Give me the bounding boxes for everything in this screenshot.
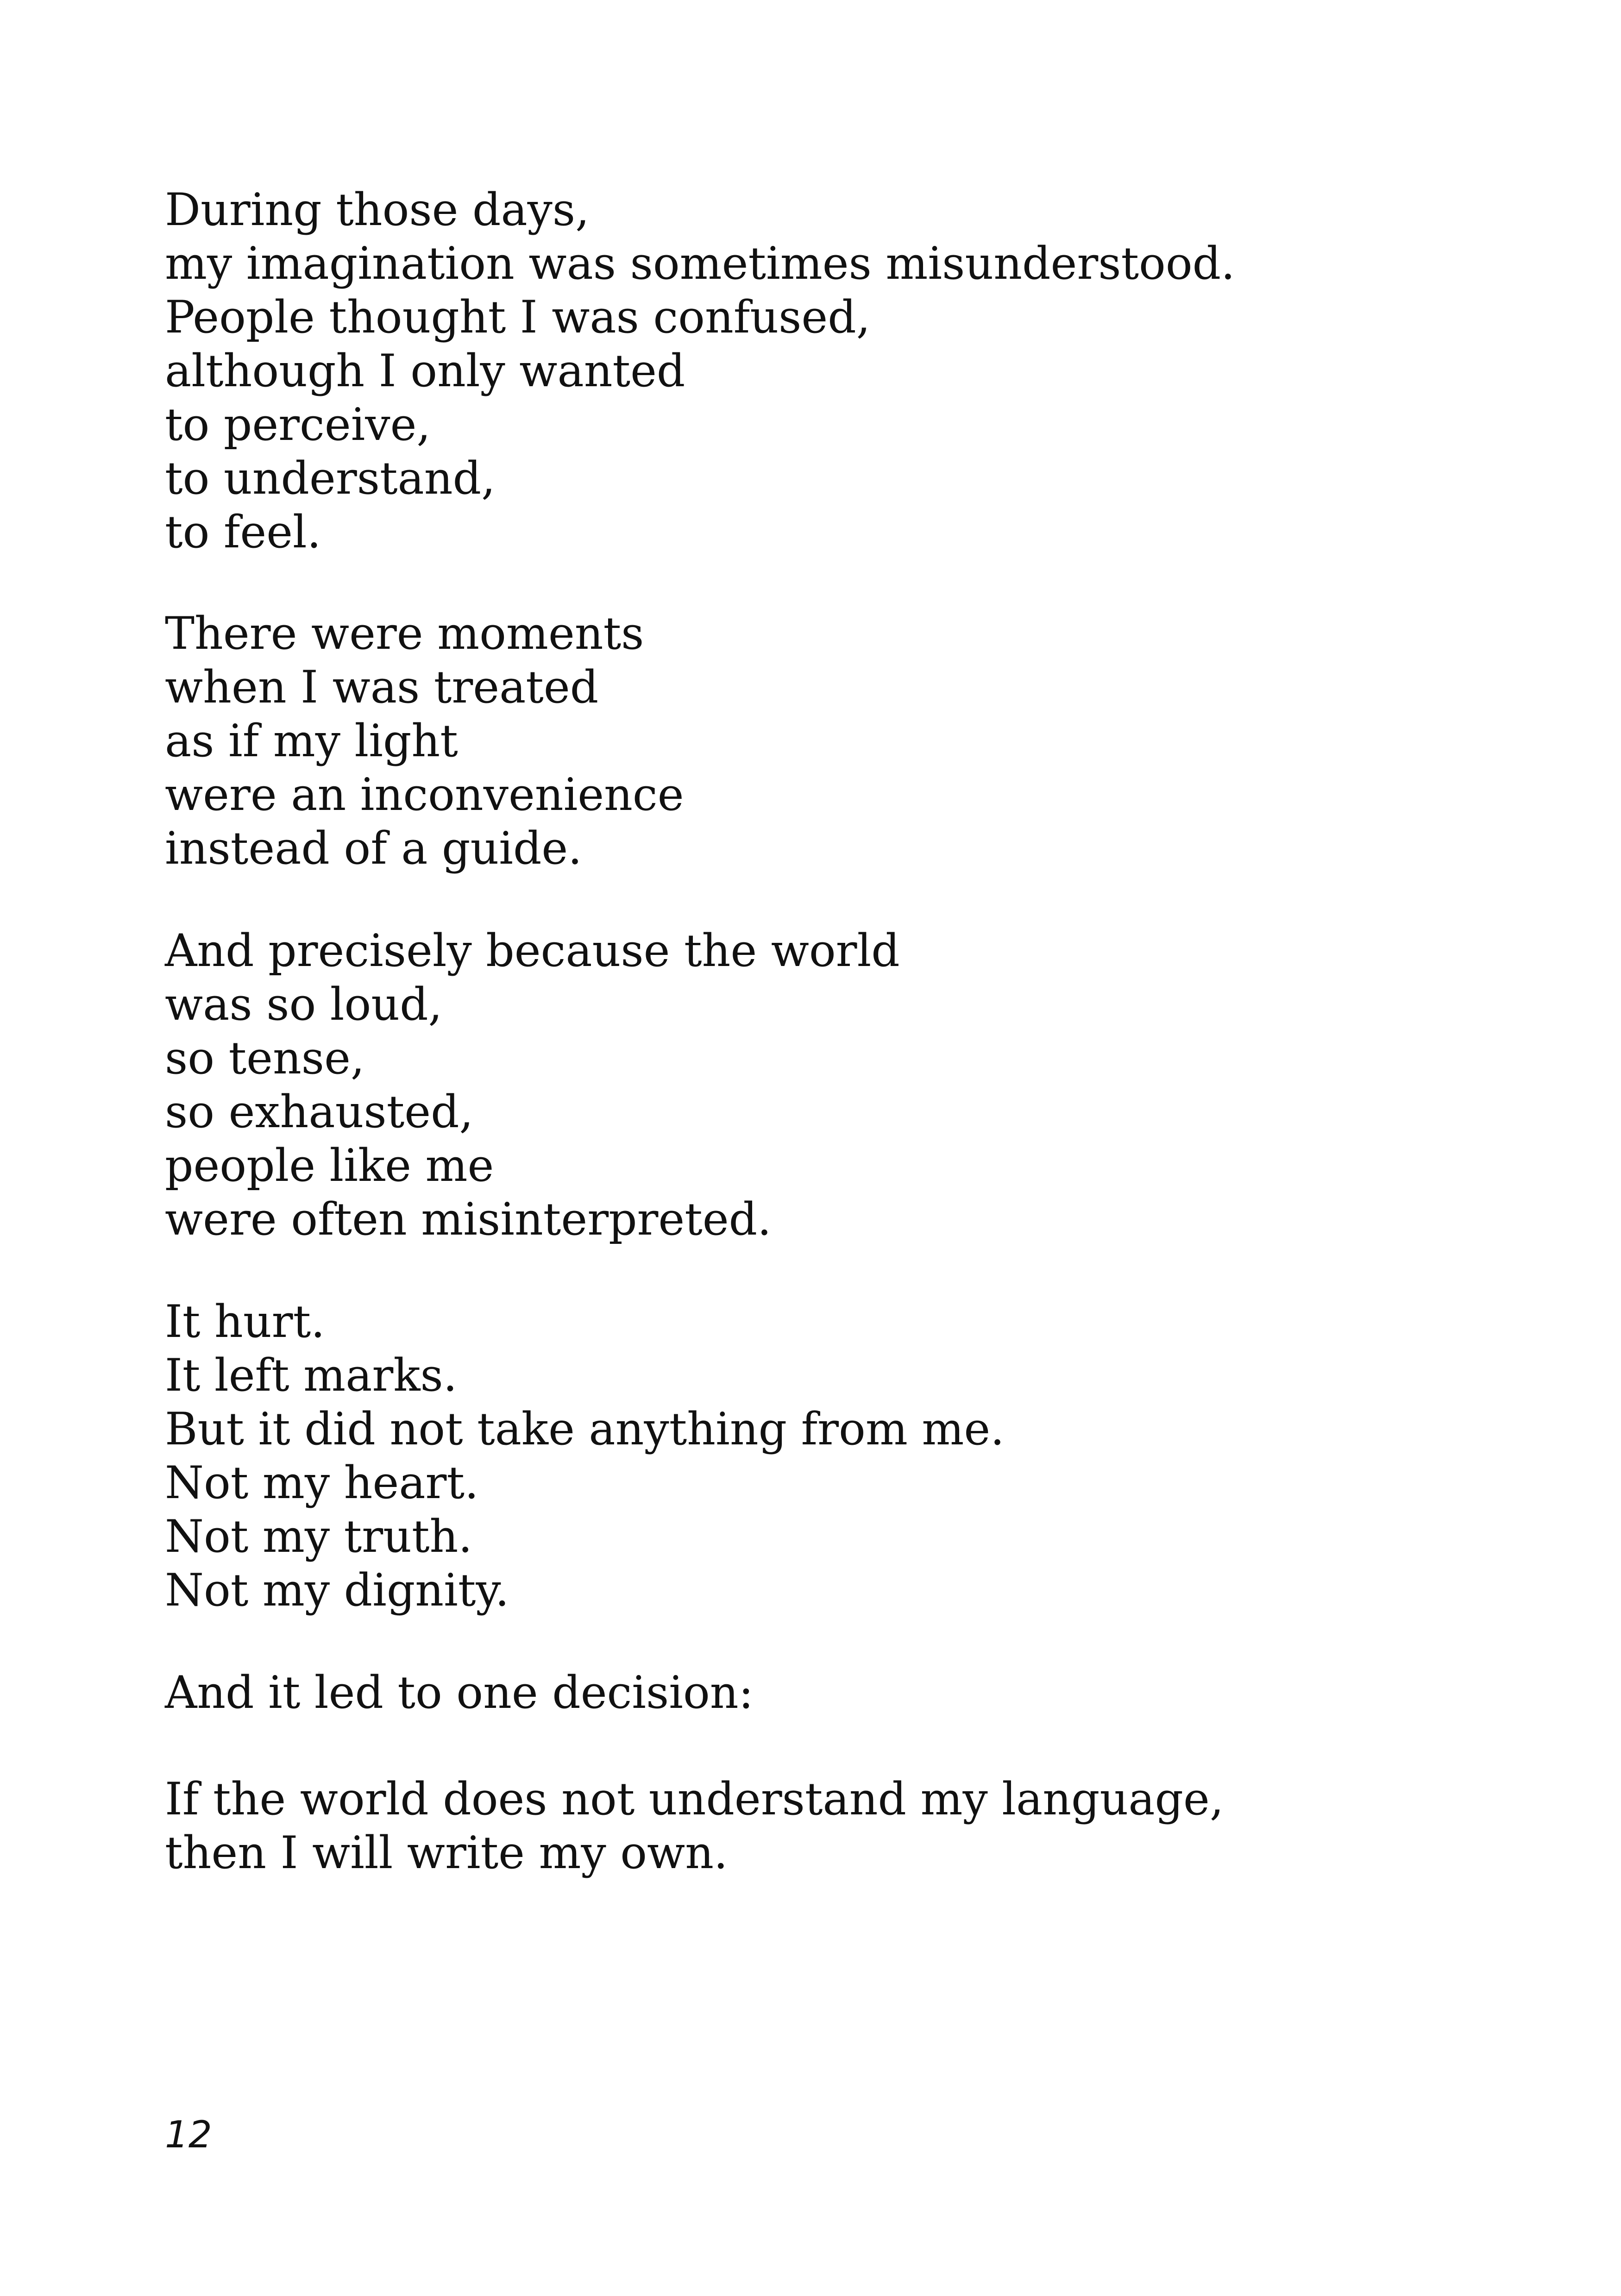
stanza-4 — [165, 1295, 1508, 1617]
poem-line: to perceive, — [165, 399, 431, 451]
poem-line: were often misinterpreted. — [165, 1193, 772, 1245]
stanza-3 — [165, 924, 1508, 1246]
stanza-1 — [165, 183, 1508, 559]
poem-line: to understand, — [165, 452, 496, 504]
poem-line: so exhausted, — [165, 1086, 474, 1138]
poem-line: And precisely because the world — [165, 925, 900, 977]
poem-line: It left marks. — [165, 1349, 458, 1401]
poem-line: were an inconvenience — [165, 769, 684, 821]
page-number: 12 — [165, 2113, 212, 2156]
poem-line: then I will write my own. — [165, 1827, 728, 1879]
poem-line: And it led to one decision: — [165, 1667, 754, 1719]
poem-line: Not my truth. — [165, 1511, 472, 1562]
poem-line: It hurt. — [165, 1296, 325, 1348]
poem-line: when I was treated — [165, 661, 599, 713]
poem-line: During those days, — [165, 184, 590, 236]
poem-line: People thought I was confused, — [165, 291, 871, 343]
poem-line: although I only wanted — [165, 345, 685, 397]
poem-line: There were moments — [165, 608, 644, 659]
stanza-5 — [165, 1666, 1508, 1719]
poem-line: But it did not take anything from me. — [165, 1403, 1005, 1455]
poem-line: instead of a guide. — [165, 822, 582, 874]
poem-line: people like me — [165, 1140, 494, 1192]
poem-line: If the world does not understand my language, — [165, 1773, 1224, 1825]
poem-line: to feel. — [165, 506, 321, 558]
poem-line: was so loud, — [165, 979, 443, 1030]
stanza-2 — [165, 607, 1508, 875]
stanza-6 — [165, 1772, 1508, 1880]
poem-line: Not my heart. — [165, 1457, 479, 1509]
poem-line: my imagination was sometimes misunderstood. — [165, 238, 1235, 289]
poem-line: Not my dignity. — [165, 1564, 509, 1616]
poem-line: as if my light — [165, 715, 458, 767]
poem-line: so tense, — [165, 1032, 365, 1084]
